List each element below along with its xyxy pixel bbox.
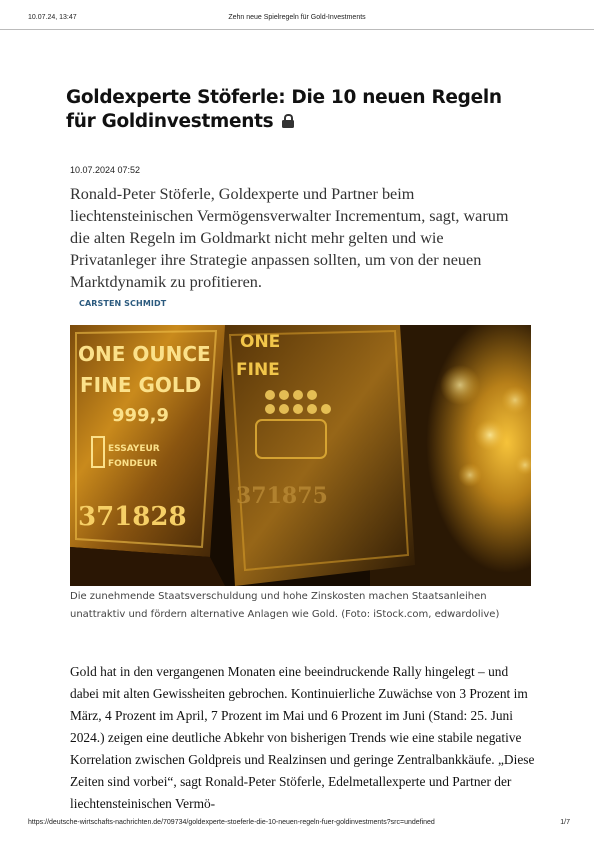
print-header [0, 14, 594, 26]
front-bar-stamp1: ESSAYEUR [108, 444, 160, 454]
lock-icon [282, 114, 294, 128]
article-title-text: Goldexperte Stöferle: Die 10 neuen Regeln für Goldinvestments [66, 87, 502, 132]
print-title: Zehn neue Spielregeln für Gold-Investments [228, 14, 366, 21]
print-datetime: 10.07.24, 13:47 [28, 14, 77, 21]
header-divider [0, 29, 594, 30]
article-title [66, 86, 536, 134]
back-bar-line2: FINE [236, 360, 280, 380]
article-date: 10.07.2024 07:52 [70, 165, 141, 175]
print-page-number: 1/7 [560, 819, 570, 826]
print-footer [0, 819, 594, 831]
front-bar-line2: FINE GOLD [80, 373, 202, 397]
article-body: Gold hat in den vergangenen Monaten eine beeindruckende Rally hingelegt – und dabei mit alten Gewissheiten gebrochen. Kontinuierliche Zuwächse von 3 Prozent im März, 4 Prozent im April, 7 Prozent im Mai und 6 Prozent im Juni (Stand: 25. Juni 2024.) zeigen eine deutliche Abkehr von bisherigen Trends wie eine stabile negative Korrelation zwischen Goldpreis und Realzinsen und geringe Zentralbankkäufe. „Diese Zeiten sind vorbei“, sagt Ronald-Peter Stöferle, Edelmetallexperte und Partner der liechtensteinischen Vermö- [70, 664, 535, 811]
front-bar-purity: 999,9 [112, 405, 169, 426]
article-image [70, 325, 531, 586]
front-bar-line1: ONE OUNCE [78, 342, 211, 366]
back-bar-serial: 371875 [236, 483, 328, 509]
image-caption: Die zunehmende Staatsverschuldung und hohe Zinskosten machen Staatsanleihen unattraktiv und fördern alternative Anlagen wie Gold. (Foto: iStock.com, edwardolive) [70, 591, 500, 620]
front-bar-serial: 371828 [78, 502, 187, 532]
back-bar-line1: ONE [240, 332, 281, 352]
article-lead: Ronald-Peter Stöferle, Goldexperte und Partner beim liechtensteinischen Vermögensverwalter Incrementum, sagt, warum die alten Regeln im Goldmarkt nicht mehr gelten und wie Privatanleger ihre Strategie anpassen sollten, um von der neuen Marktdynamik zu profitieren. [70, 185, 509, 291]
print-url: https://deutsche-wirtschafts-nachrichten.de/709734/goldexperte-stoeferle-die-10-neuen-regeln-fuer-goldinvestments?src=undefined [28, 819, 435, 826]
author-link[interactable]: CARSTEN SCHMIDT [79, 299, 167, 308]
front-bar-stamp2: FONDEUR [108, 459, 158, 469]
